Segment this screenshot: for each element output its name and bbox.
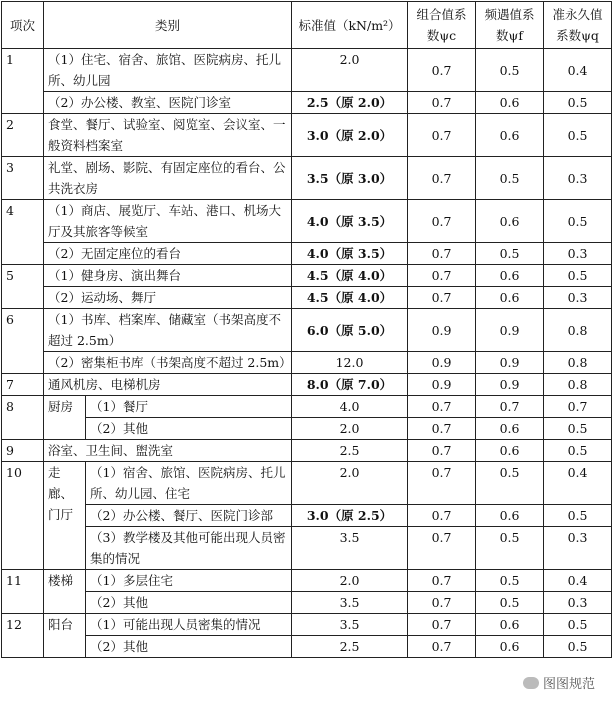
quasi-value: 0.5 bbox=[544, 114, 612, 157]
quasi-value: 0.5 bbox=[544, 440, 612, 462]
table-row bbox=[2, 462, 612, 505]
combo-value: 0.7 bbox=[408, 49, 476, 92]
quasi-value: 0.3 bbox=[544, 592, 612, 614]
quasi-value: 0.4 bbox=[544, 570, 612, 592]
standard-value: 4.0（原 3.5） bbox=[292, 200, 408, 243]
combo-value: 0.7 bbox=[408, 243, 476, 265]
row-number: 9 bbox=[2, 440, 44, 462]
load-table bbox=[1, 1, 612, 658]
row-number: 4 bbox=[2, 200, 44, 265]
quasi-value: 0.5 bbox=[544, 636, 612, 658]
standard-value: 4.5（原 4.0） bbox=[292, 287, 408, 309]
row-category: （1）宿舍、旅馆、医院病房、托儿所、幼儿园、住宅 bbox=[86, 462, 292, 505]
header-quasi: 准永久值系数ψq bbox=[544, 2, 612, 49]
row-category: 浴室、卫生间、盥洗室 bbox=[44, 440, 292, 462]
row-number: 12 bbox=[2, 614, 44, 658]
table-row bbox=[2, 200, 612, 243]
standard-value: 4.0 bbox=[292, 396, 408, 418]
table-row bbox=[2, 157, 612, 200]
quasi-value: 0.8 bbox=[544, 352, 612, 374]
row-category: （3）教学楼及其他可能出现人员密集的情况 bbox=[86, 527, 292, 570]
freq-value: 0.6 bbox=[476, 440, 544, 462]
row-group: 走廊、门厅 bbox=[44, 462, 86, 570]
row-number: 11 bbox=[2, 570, 44, 614]
row-category: （2）其他 bbox=[86, 418, 292, 440]
row-category: （2）办公楼、教室、医院门诊室 bbox=[44, 92, 292, 114]
row-category: 食堂、餐厅、试验室、阅览室、会议室、一般资料档案室 bbox=[44, 114, 292, 157]
standard-value: 4.5（原 4.0） bbox=[292, 265, 408, 287]
table-row bbox=[2, 287, 612, 309]
combo-value: 0.7 bbox=[408, 265, 476, 287]
table-row bbox=[2, 49, 612, 92]
freq-value: 0.5 bbox=[476, 462, 544, 505]
combo-value: 0.9 bbox=[408, 374, 476, 396]
row-category: （1）商店、展览厅、车站、港口、机场大厅及其旅客等候室 bbox=[44, 200, 292, 243]
row-category: （2）其他 bbox=[86, 592, 292, 614]
table-row bbox=[2, 570, 612, 592]
combo-value: 0.9 bbox=[408, 352, 476, 374]
standard-value: 2.5 bbox=[292, 440, 408, 462]
standard-value: 2.0 bbox=[292, 49, 408, 92]
quasi-value: 0.7 bbox=[544, 396, 612, 418]
freq-value: 0.5 bbox=[476, 527, 544, 570]
row-group: 阳台 bbox=[44, 614, 86, 658]
table-row bbox=[2, 505, 612, 527]
freq-value: 0.5 bbox=[476, 570, 544, 592]
freq-value: 0.6 bbox=[476, 114, 544, 157]
combo-value: 0.7 bbox=[408, 200, 476, 243]
row-category: 通风机房、电梯机房 bbox=[44, 374, 292, 396]
row-category: （2）无固定座位的看台 bbox=[44, 243, 292, 265]
table-row bbox=[2, 440, 612, 462]
row-number: 10 bbox=[2, 462, 44, 570]
watermark bbox=[523, 673, 595, 692]
combo-value: 0.7 bbox=[408, 614, 476, 636]
freq-value: 0.6 bbox=[476, 92, 544, 114]
freq-value: 0.6 bbox=[476, 418, 544, 440]
freq-value: 0.6 bbox=[476, 505, 544, 527]
combo-value: 0.9 bbox=[408, 309, 476, 352]
table-row bbox=[2, 418, 612, 440]
row-category: （1）餐厅 bbox=[86, 396, 292, 418]
freq-value: 0.6 bbox=[476, 200, 544, 243]
combo-value: 0.7 bbox=[408, 92, 476, 114]
standard-value: 3.5 bbox=[292, 527, 408, 570]
combo-value: 0.7 bbox=[408, 592, 476, 614]
combo-value: 0.7 bbox=[408, 505, 476, 527]
quasi-value: 0.5 bbox=[544, 505, 612, 527]
chat-bubble-icon bbox=[523, 677, 539, 689]
row-category: （2）其他 bbox=[86, 636, 292, 658]
standard-value: 3.0（原 2.5） bbox=[292, 505, 408, 527]
row-category: （2）密集柜书库（书架高度不超过 2.5m） bbox=[44, 352, 292, 374]
quasi-value: 0.4 bbox=[544, 462, 612, 505]
freq-value: 0.5 bbox=[476, 243, 544, 265]
row-category: 礼堂、剧场、影院、有固定座位的看台、公共洗衣房 bbox=[44, 157, 292, 200]
standard-value: 4.0（原 3.5） bbox=[292, 243, 408, 265]
quasi-value: 0.5 bbox=[544, 92, 612, 114]
standard-value: 2.0 bbox=[292, 462, 408, 505]
combo-value: 0.7 bbox=[408, 570, 476, 592]
standard-value: 3.5 bbox=[292, 592, 408, 614]
row-number: 6 bbox=[2, 309, 44, 374]
quasi-value: 0.3 bbox=[544, 287, 612, 309]
header-index: 项次 bbox=[2, 2, 44, 49]
table-row bbox=[2, 92, 612, 114]
standard-value: 2.0 bbox=[292, 418, 408, 440]
quasi-value: 0.5 bbox=[544, 418, 612, 440]
table-row bbox=[2, 527, 612, 570]
combo-value: 0.7 bbox=[408, 440, 476, 462]
combo-value: 0.7 bbox=[408, 462, 476, 505]
table-row bbox=[2, 374, 612, 396]
quasi-value: 0.5 bbox=[544, 614, 612, 636]
standard-value: 3.5 bbox=[292, 614, 408, 636]
combo-value: 0.7 bbox=[408, 396, 476, 418]
combo-value: 0.7 bbox=[408, 287, 476, 309]
standard-value: 12.0 bbox=[292, 352, 408, 374]
standard-value: 2.0 bbox=[292, 570, 408, 592]
table-row bbox=[2, 243, 612, 265]
header-combo: 组合值系数ψc bbox=[408, 2, 476, 49]
combo-value: 0.7 bbox=[408, 114, 476, 157]
header-row bbox=[2, 2, 612, 49]
header-standard: 标准值（kN/m²） bbox=[292, 2, 408, 49]
standard-value: 8.0（原 7.0） bbox=[292, 374, 408, 396]
combo-value: 0.7 bbox=[408, 418, 476, 440]
freq-value: 0.5 bbox=[476, 157, 544, 200]
row-group: 楼梯 bbox=[44, 570, 86, 614]
header-category: 类别 bbox=[44, 2, 292, 49]
table-row bbox=[2, 352, 612, 374]
freq-value: 0.5 bbox=[476, 49, 544, 92]
quasi-value: 0.3 bbox=[544, 157, 612, 200]
row-number: 8 bbox=[2, 396, 44, 440]
row-category: （1）多层住宅 bbox=[86, 570, 292, 592]
freq-value: 0.9 bbox=[476, 309, 544, 352]
row-category: （1）健身房、演出舞台 bbox=[44, 265, 292, 287]
row-number: 5 bbox=[2, 265, 44, 309]
table-row bbox=[2, 114, 612, 157]
freq-value: 0.6 bbox=[476, 265, 544, 287]
row-number: 1 bbox=[2, 49, 44, 114]
row-category: （1）可能出现人员密集的情况 bbox=[86, 614, 292, 636]
quasi-value: 0.3 bbox=[544, 527, 612, 570]
freq-value: 0.6 bbox=[476, 614, 544, 636]
combo-value: 0.7 bbox=[408, 527, 476, 570]
watermark-text: 图图规范 bbox=[542, 677, 595, 692]
row-number: 2 bbox=[2, 114, 44, 157]
standard-value: 6.0（原 5.0） bbox=[292, 309, 408, 352]
quasi-value: 0.8 bbox=[544, 309, 612, 352]
header-freq: 频遇值系数ψf bbox=[476, 2, 544, 49]
quasi-value: 0.4 bbox=[544, 49, 612, 92]
table-row bbox=[2, 396, 612, 418]
freq-value: 0.9 bbox=[476, 352, 544, 374]
row-category: （2）办公楼、餐厅、医院门诊部 bbox=[86, 505, 292, 527]
table-row bbox=[2, 636, 612, 658]
freq-value: 0.7 bbox=[476, 396, 544, 418]
standard-value: 2.5 bbox=[292, 636, 408, 658]
quasi-value: 0.5 bbox=[544, 200, 612, 243]
row-category: （1）书库、档案库、储藏室（书架高度不超过 2.5m） bbox=[44, 309, 292, 352]
standard-value: 3.0（原 2.0） bbox=[292, 114, 408, 157]
row-category: （2）运动场、舞厅 bbox=[44, 287, 292, 309]
quasi-value: 0.3 bbox=[544, 243, 612, 265]
row-category: （1）住宅、宿舍、旅馆、医院病房、托儿所、幼儿园 bbox=[44, 49, 292, 92]
table-row bbox=[2, 592, 612, 614]
freq-value: 0.6 bbox=[476, 636, 544, 658]
freq-value: 0.9 bbox=[476, 374, 544, 396]
quasi-value: 0.8 bbox=[544, 374, 612, 396]
table-row bbox=[2, 309, 612, 352]
row-number: 3 bbox=[2, 157, 44, 200]
standard-value: 2.5（原 2.0） bbox=[292, 92, 408, 114]
table-row bbox=[2, 614, 612, 636]
row-number: 7 bbox=[2, 374, 44, 396]
quasi-value: 0.5 bbox=[544, 265, 612, 287]
row-group: 厨房 bbox=[44, 396, 86, 440]
table-row bbox=[2, 265, 612, 287]
combo-value: 0.7 bbox=[408, 636, 476, 658]
standard-value: 3.5（原 3.0） bbox=[292, 157, 408, 200]
freq-value: 0.5 bbox=[476, 592, 544, 614]
combo-value: 0.7 bbox=[408, 157, 476, 200]
freq-value: 0.6 bbox=[476, 287, 544, 309]
